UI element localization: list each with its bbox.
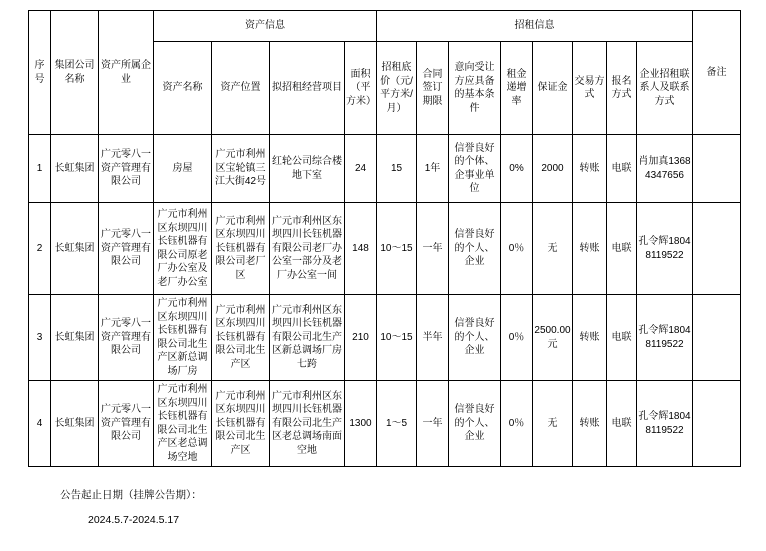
group-header-asset-info: 资产信息 [154,11,377,42]
cell-contract-term: 一年 [417,381,449,467]
cell-trade-method: 转账 [573,135,607,203]
group-header-rent-info: 招租信息 [377,11,693,42]
cell-index: 1 [29,135,51,203]
col-header-apply-method: 报名方式 [607,42,637,135]
cell-increment-rate: 0% [501,135,533,203]
cell-remark [693,203,741,295]
cell-area: 1300 [345,381,377,467]
col-header-group-company: 集团公司名称 [51,11,99,135]
table-row [29,135,741,203]
col-header-area: 面积（平方米） [345,42,377,135]
cell-intent-conditions: 信誉良好的个体、企事业单位 [449,135,501,203]
cell-trade-method: 转账 [573,295,607,381]
cell-asset-location: 广元市利州区东坝四川长钰机器有限公司老厂区 [212,203,270,295]
cell-base-price: 10～15 [377,295,417,381]
cell-asset-name: 广元市利州区东坝四川长钰机器有限公司北生产区新总调场厂房 [154,295,212,381]
cell-owner-enterprise: 广元零八一资产管理有限公司 [99,135,154,203]
cell-contact: 肖加真13684347656 [637,135,693,203]
cell-intent-conditions: 信誉良好的个人、企业 [449,381,501,467]
col-header-project: 拟招租经营项目 [270,42,345,135]
cell-owner-enterprise: 广元零八一资产管理有限公司 [99,381,154,467]
cell-index: 2 [29,203,51,295]
cell-project: 广元市利州区东坝四川长钰机器有限公司老厂办公室一部分及老厂办公室一间 [270,203,345,295]
cell-group-company: 长虹集团 [51,381,99,467]
col-header-index: 序号 [29,11,51,135]
cell-intent-conditions: 信誉良好的个人、企业 [449,203,501,295]
cell-contract-term: 1年 [417,135,449,203]
cell-apply-method: 电联 [607,295,637,381]
cell-increment-rate: 0％ [501,295,533,381]
col-header-base-price: 招租底价（元/平方米/月） [377,42,417,135]
cell-apply-method: 电联 [607,135,637,203]
cell-group-company: 长虹集团 [51,203,99,295]
cell-asset-location: 广元市利州区东坝四川长钰机器有限公司北生产区 [212,381,270,467]
cell-project: 广元市利州区东坝四川长钰机器有限公司北生产区老总调场南面空地 [270,381,345,467]
col-header-asset-location: 资产位置 [212,42,270,135]
cell-asset-location: 广元市利州区宝轮镇三江大街42号 [212,135,270,203]
cell-index: 3 [29,295,51,381]
announcement-period-label: 公告起止日期（挂牌公告期）： [60,489,202,501]
cell-trade-method: 转账 [573,203,607,295]
cell-trade-method: 转账 [573,381,607,467]
cell-remark [693,135,741,203]
cell-deposit: 2500.00元 [533,295,573,381]
cell-contact: 孔令辉18048119522 [637,203,693,295]
table-group-header-row [29,11,741,42]
cell-base-price: 10～15 [377,203,417,295]
cell-owner-enterprise: 广元零八一资产管理有限公司 [99,295,154,381]
cell-apply-method: 电联 [607,203,637,295]
table-row [29,381,741,467]
cell-contract-term: 半年 [417,295,449,381]
cell-deposit: 2000 [533,135,573,203]
col-header-deposit: 保证金 [533,42,573,135]
cell-deposit: 无 [533,203,573,295]
col-header-trade-method: 交易方式 [573,42,607,135]
cell-apply-method: 电联 [607,381,637,467]
cell-index: 4 [29,381,51,467]
cell-asset-name: 广元市利州区东坝四川长钰机器有限公司原老厂办公室及老厂办公室 [154,203,212,295]
cell-group-company: 长虹集团 [51,135,99,203]
cell-contract-term: 一年 [417,203,449,295]
col-header-remark: 备注 [693,11,741,135]
cell-contact: 孔令辉18048119522 [637,381,693,467]
cell-deposit: 无 [533,381,573,467]
col-header-owner-enterprise: 资产所属企业 [99,11,154,135]
cell-base-price: 1～5 [377,381,417,467]
announcement-period-value: 2024.5.7-2024.5.17 [88,514,180,526]
table-row [29,203,741,295]
cell-project: 广元市利州区东坝四川长钰机器有限公司北生产区新总调场厂房七跨 [270,295,345,381]
cell-area: 210 [345,295,377,381]
col-header-intent-conditions: 意向受让方应具备的基本条件 [449,42,501,135]
cell-base-price: 15 [377,135,417,203]
cell-area: 24 [345,135,377,203]
cell-group-company: 长虹集团 [51,295,99,381]
cell-owner-enterprise: 广元零八一资产管理有限公司 [99,203,154,295]
table-row [29,295,741,381]
col-header-increment-rate: 租金递增率 [501,42,533,135]
cell-remark [693,381,741,467]
cell-project: 红轮公司综合楼地下室 [270,135,345,203]
cell-contact: 孔令辉18048119522 [637,295,693,381]
cell-remark [693,295,741,381]
cell-increment-rate: 0％ [501,381,533,467]
cell-area: 148 [345,203,377,295]
col-header-asset-name: 资产名称 [154,42,212,135]
cell-intent-conditions: 信誉良好的个人、企业 [449,295,501,381]
cell-asset-name: 房屋 [154,135,212,203]
col-header-contact: 企业招租联系人及联系方式 [637,42,693,135]
cell-asset-name: 广元市利州区东坝四川长钰机器有限公司北生产区老总调场空地 [154,381,212,467]
col-header-contract-term: 合同签订期限 [417,42,449,135]
asset-rent-table [28,10,741,467]
cell-asset-location: 广元市利州区东坝四川长钰机器有限公司北生产区 [212,295,270,381]
cell-increment-rate: 0％ [501,203,533,295]
